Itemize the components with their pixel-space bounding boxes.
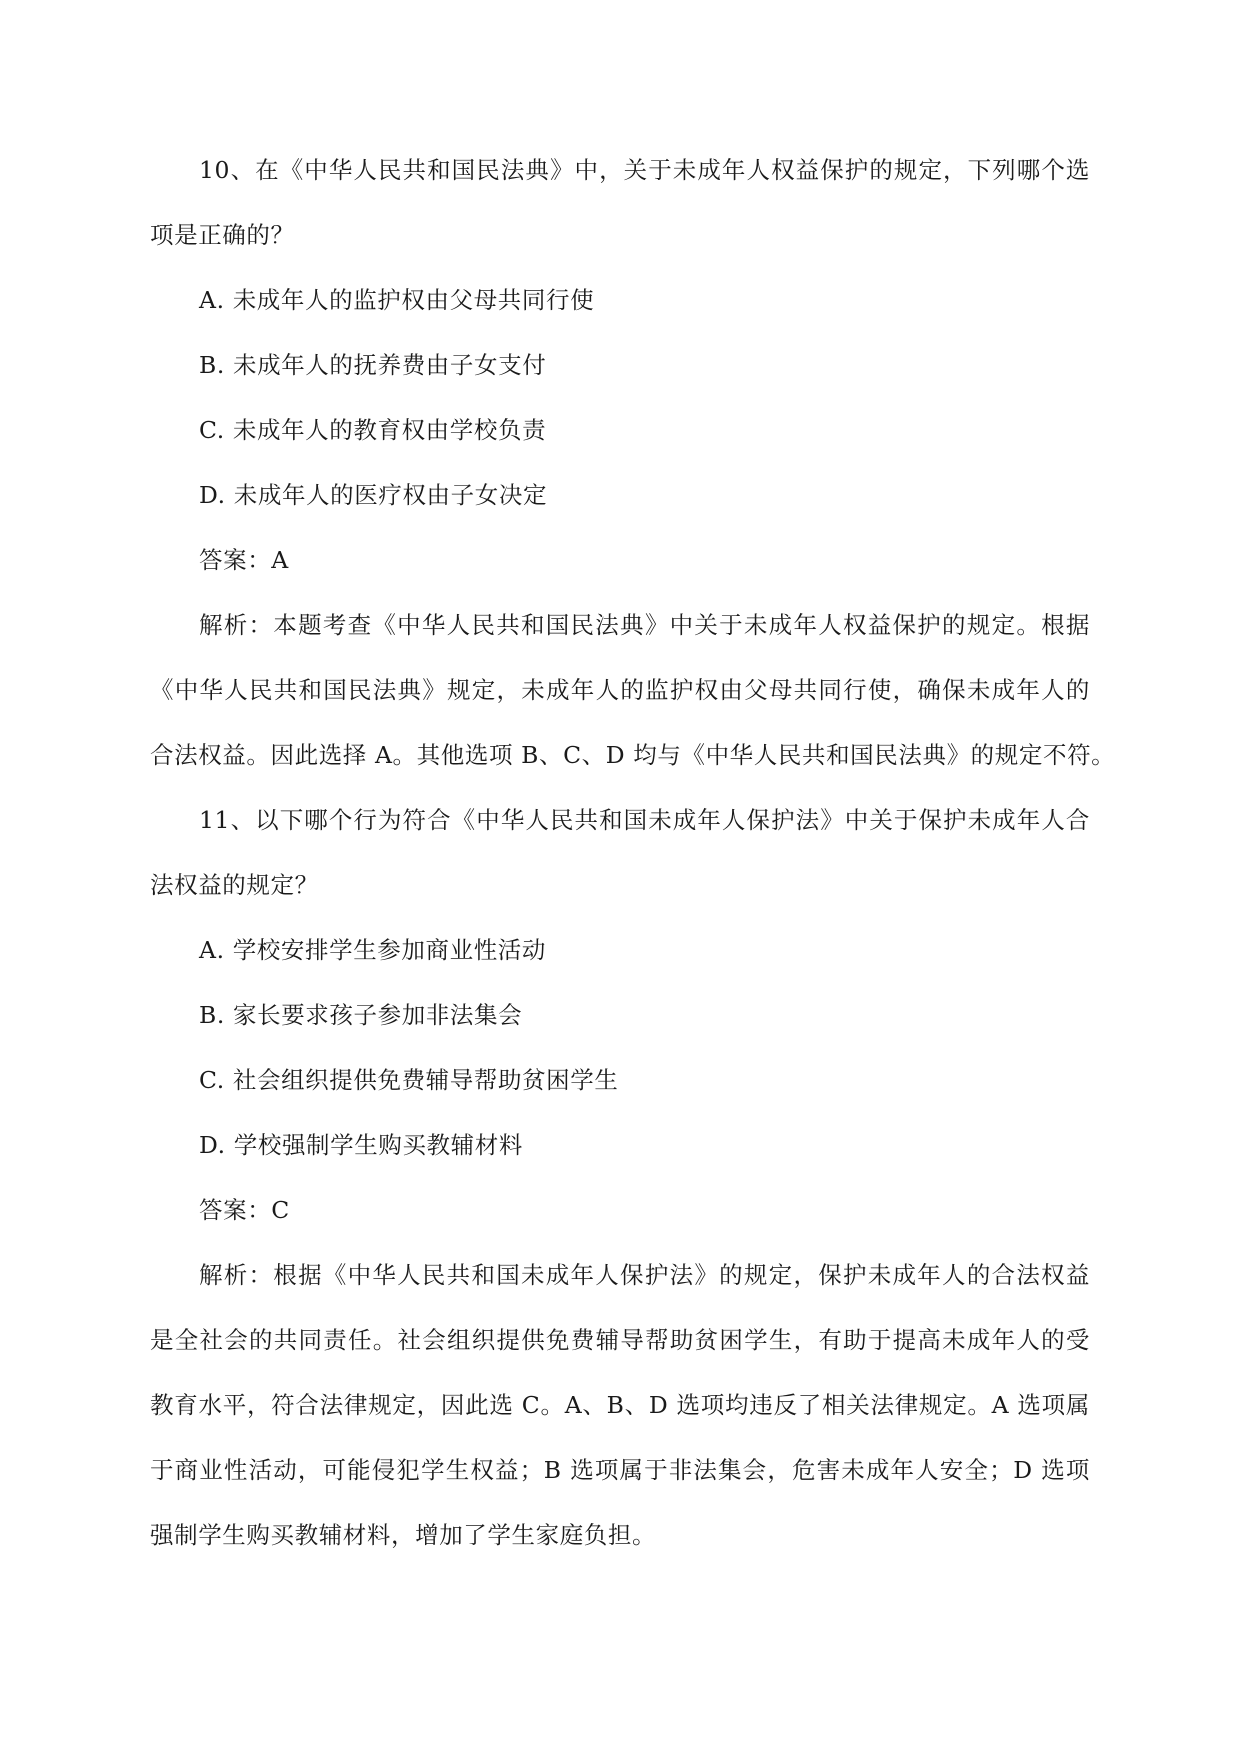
option-c: C. 未成年人的教育权由学校负责: [199, 416, 547, 444]
analysis-line: 解析：本题考查《中华人民共和国民法典》中关于未成年人权益保护的规定。根据: [199, 611, 1090, 639]
analysis-line: 合法权益。因此选择 A。其他选项 B、C、D 均与《中华人民共和国民法典》的规定不符。: [150, 741, 1116, 769]
option-d: D. 学校强制学生购买教辅材料: [199, 1131, 523, 1159]
question-11: [150, 788, 1090, 1568]
answer: 答案：C: [199, 1196, 290, 1224]
question-stem-line: 法权益的规定？: [150, 871, 319, 899]
question-stem-line: 10、在《中华人民共和国民法典》中，关于未成年人权益保护的规定，下列哪个选: [199, 156, 1090, 184]
analysis-line: 《中华人民共和国民法典》规定，未成年人的监护权由父母共同行使，确保未成年人的: [150, 676, 1090, 704]
question-stem-line: 11、以下哪个行为符合《中华人民共和国未成年人保护法》中关于保护未成年人合: [199, 806, 1090, 834]
option-c: C. 社会组织提供免费辅导帮助贫困学生: [199, 1066, 619, 1094]
option-a: A. 学校安排学生参加商业性活动: [199, 936, 547, 964]
option-b: B. 未成年人的抚养费由子女支付: [199, 351, 547, 379]
option-a: A. 未成年人的监护权由父母共同行使: [199, 286, 595, 314]
analysis-line: 教育水平，符合法律规定，因此选 C。A、B、D 选项均违反了相关法律规定。A 选项属: [150, 1391, 1090, 1419]
option-d: D. 未成年人的医疗权由子女决定: [199, 481, 548, 509]
analysis-line: 解析：根据《中华人民共和国未成年人保护法》的规定，保护未成年人的合法权益: [199, 1261, 1090, 1289]
option-b: B. 家长要求孩子参加非法集会: [199, 1001, 523, 1029]
analysis-line: 于商业性活动，可能侵犯学生权益；B 选项属于非法集会，危害未成年人安全；D 选项: [150, 1456, 1090, 1484]
question-stem-line: 项是正确的？: [150, 221, 295, 249]
analysis-line: 强制学生购买教辅材料，增加了学生家庭负担。: [150, 1521, 657, 1549]
analysis-line: 是全社会的共同责任。社会组织提供免费辅导帮助贫困学生，有助于提高未成年人的受: [150, 1326, 1090, 1354]
document-body: [150, 138, 1116, 1568]
answer: 答案：A: [199, 546, 289, 574]
question-10: [150, 138, 1116, 788]
